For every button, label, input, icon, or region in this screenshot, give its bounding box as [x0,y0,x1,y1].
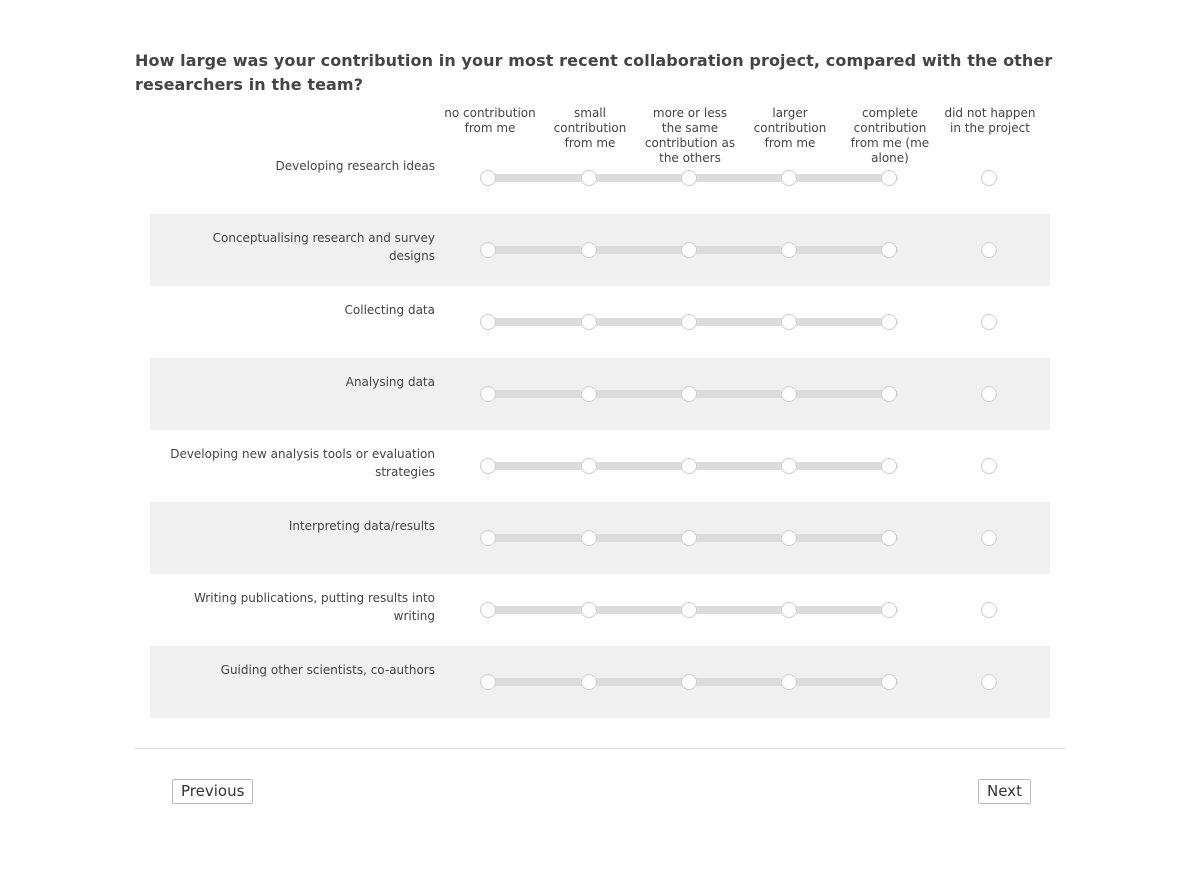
radio-option[interactable] [881,530,897,546]
matrix-row [150,430,1050,502]
radio-option[interactable] [781,242,797,258]
radio-option[interactable] [681,386,697,402]
radio-option[interactable] [781,170,797,186]
column-header: larger contribution from me [753,106,827,150]
column-header: more or less the same contribution as the others [644,106,736,165]
radio-option[interactable] [881,386,897,402]
matrix-row [150,574,1050,646]
radio-option[interactable] [881,242,897,258]
radio-option[interactable] [781,674,797,690]
radio-option-not-applicable[interactable] [981,674,997,690]
row-label: Analysing data [345,375,435,389]
radio-option[interactable] [581,674,597,690]
radio-option[interactable] [781,458,797,474]
radio-option-not-applicable[interactable] [981,242,997,258]
matrix-row [150,286,1050,358]
radio-option[interactable] [681,242,697,258]
radio-option[interactable] [480,602,496,618]
matrix-row [150,142,1050,214]
radio-option-not-applicable[interactable] [981,170,997,186]
radio-option[interactable] [581,386,597,402]
row-label: Developing research ideas [275,159,435,173]
radio-option[interactable] [480,170,496,186]
radio-option[interactable] [681,602,697,618]
radio-option[interactable] [581,458,597,474]
radio-option[interactable] [581,314,597,330]
radio-option[interactable] [581,530,597,546]
radio-option[interactable] [881,674,897,690]
radio-option-not-applicable[interactable] [981,602,997,618]
radio-option[interactable] [480,314,496,330]
radio-option[interactable] [581,170,597,186]
radio-option[interactable] [581,602,597,618]
next-button[interactable]: Next [978,779,1031,804]
radio-option[interactable] [480,530,496,546]
column-header: did not happen in the project [944,106,1036,135]
radio-option[interactable] [681,458,697,474]
radio-option[interactable] [781,386,797,402]
radio-option[interactable] [781,602,797,618]
radio-option[interactable] [681,674,697,690]
row-label: Writing publications, putting results into writing [193,591,435,623]
radio-option[interactable] [881,602,897,618]
radio-option[interactable] [480,242,496,258]
radio-option[interactable] [480,674,496,690]
previous-button[interactable]: Previous [172,779,253,804]
radio-option[interactable] [681,530,697,546]
row-label: Interpreting data/results [288,519,435,533]
column-header: complete contribution from me (me alone) [850,106,930,165]
row-label: Conceptualising research and survey designs [212,231,435,263]
divider [135,748,1065,749]
radio-option[interactable] [581,242,597,258]
matrix-row [150,358,1050,430]
radio-option-not-applicable[interactable] [981,530,997,546]
matrix-row [150,646,1050,718]
radio-option[interactable] [681,314,697,330]
radio-option[interactable] [781,314,797,330]
radio-option-not-applicable[interactable] [981,386,997,402]
row-label: Guiding other scientists, co-authors [220,663,435,677]
row-label: Collecting data [344,303,435,317]
radio-option[interactable] [781,530,797,546]
radio-option[interactable] [681,170,697,186]
radio-option-not-applicable[interactable] [981,314,997,330]
question-text: How large was your contribution in your most recent collaboration project, compared with the other researchers in the team? [135,51,1053,94]
radio-option[interactable] [480,458,496,474]
radio-option[interactable] [480,386,496,402]
radio-option[interactable] [881,314,897,330]
row-label: Developing new analysis tools or evaluation strategies [170,447,435,479]
column-header: no contribution from me [444,106,536,135]
radio-option[interactable] [881,170,897,186]
matrix-row [150,214,1050,286]
column-header: small contribution from me [553,106,627,150]
matrix-row [150,502,1050,574]
radio-option-not-applicable[interactable] [981,458,997,474]
radio-option[interactable] [881,458,897,474]
